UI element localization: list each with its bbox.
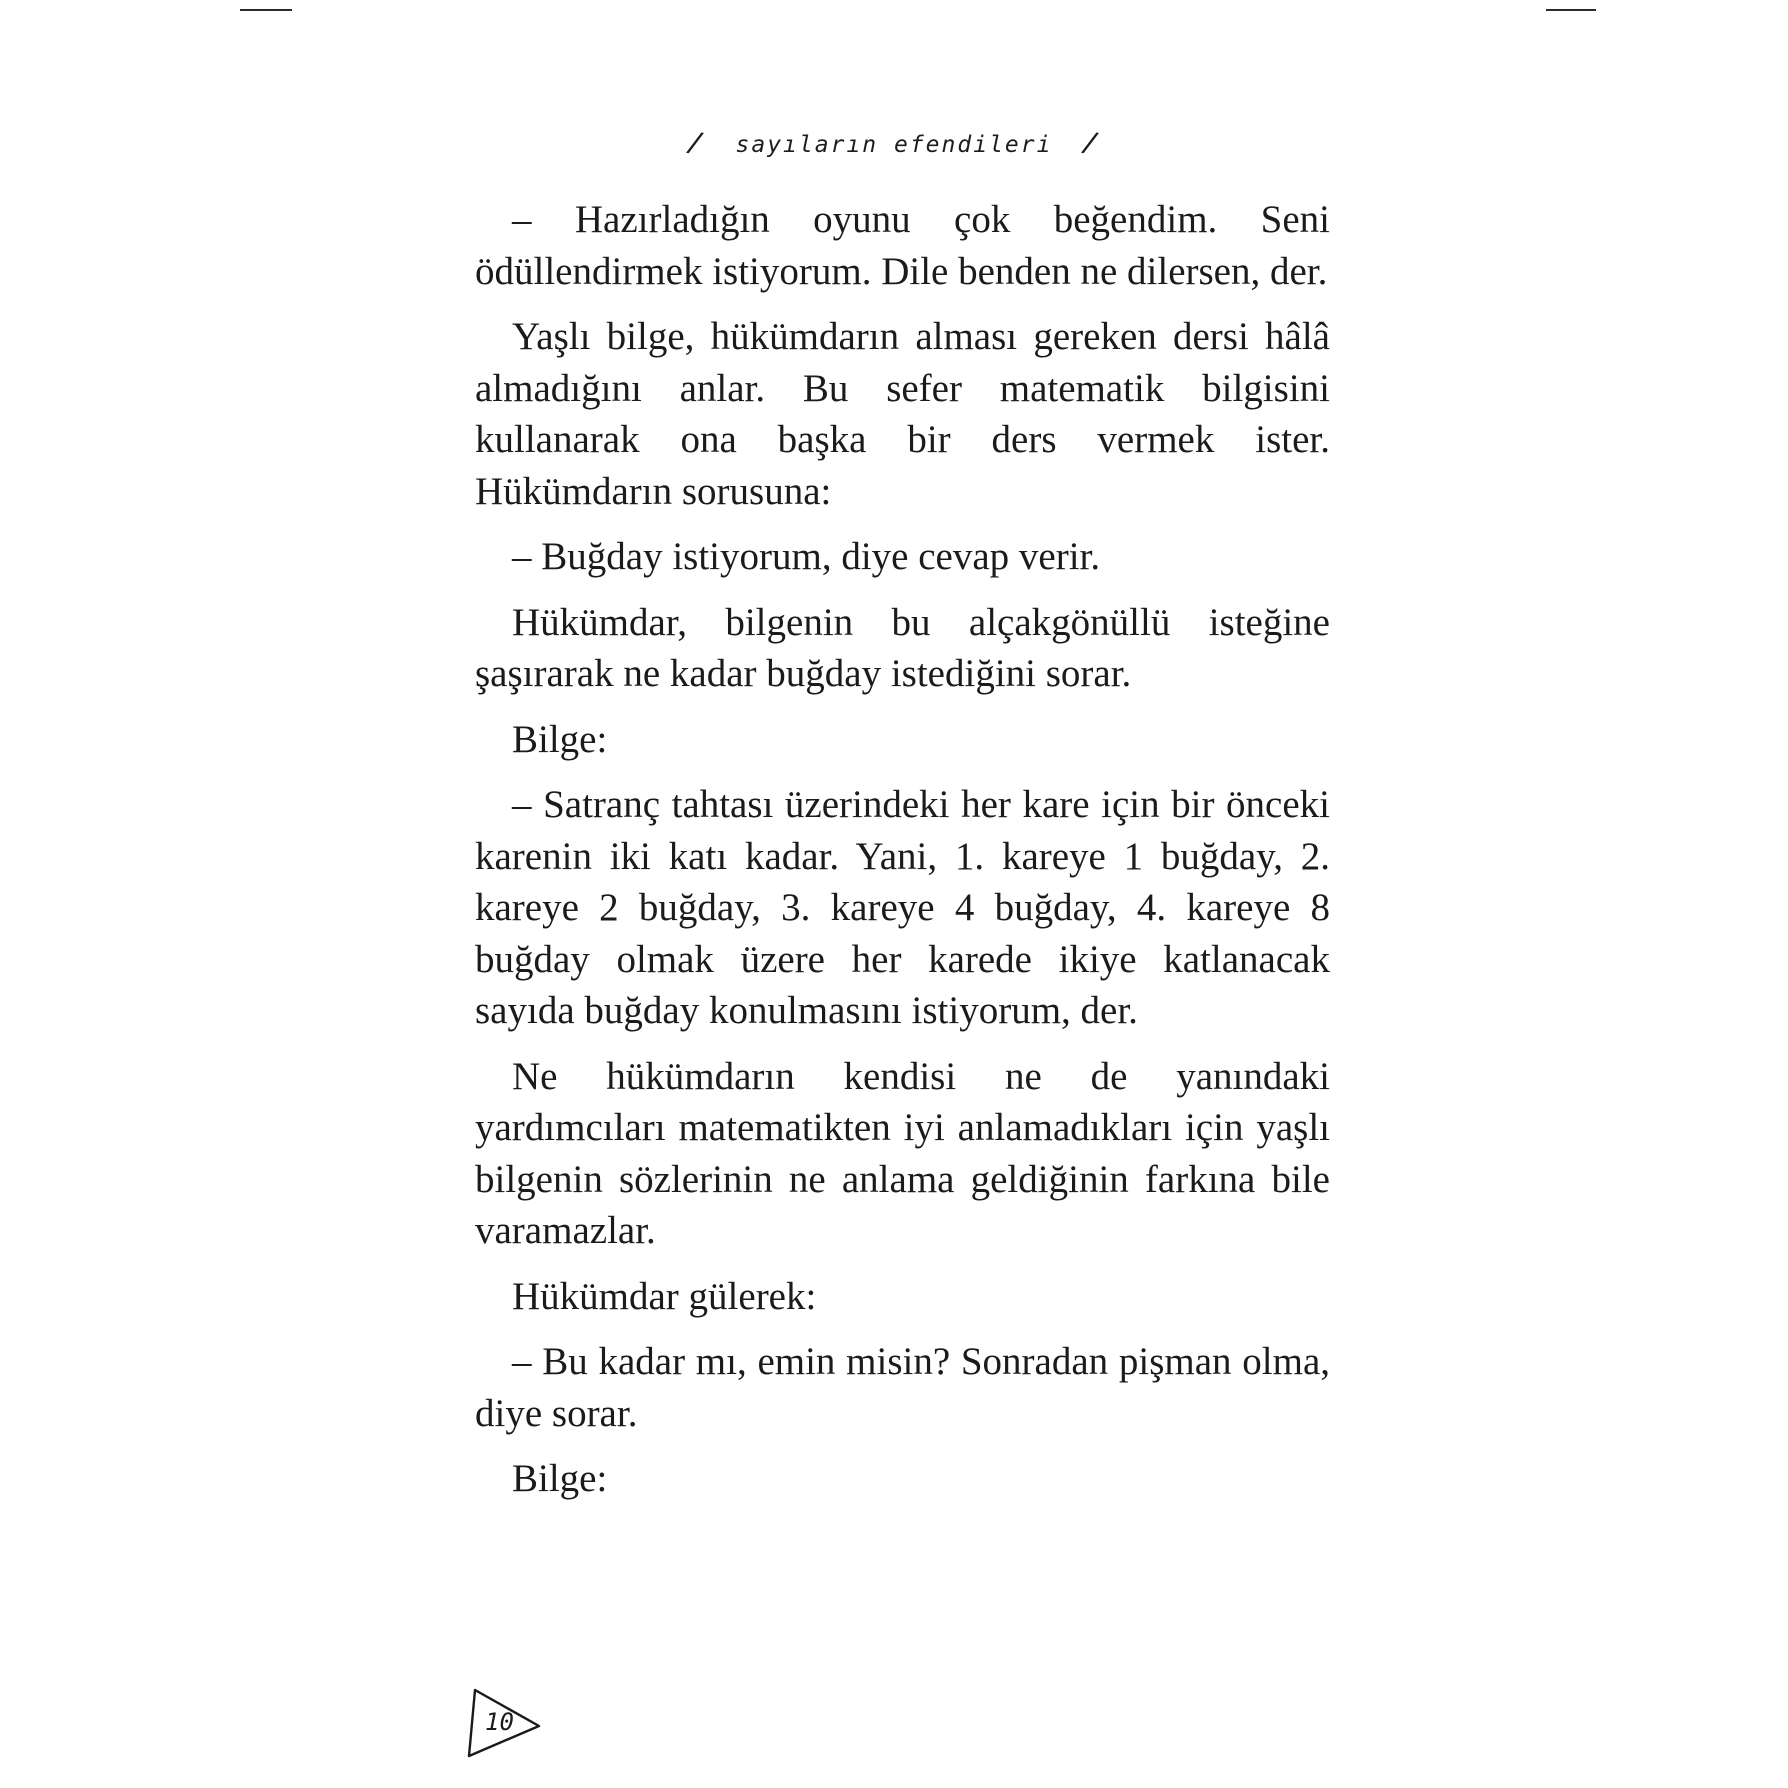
page-number-text: 10 [485, 1708, 514, 1736]
paragraph-7: Ne hükümdarın kendisi ne de yanındaki yardımcıları matematikten iyi anlamadıkları için yaşlı bilgenin sözlerinin ne anlama geldiğinin farkına bile varamazlar. [475, 1054, 1330, 1252]
paragraph-8: Hükümdar gülerek: [512, 1274, 817, 1318]
paragraph-4: Hükümdar, bilgenin bu alçakgönüllü isteğine şaşırarak ne kadar buğday istediğini sorar. [475, 600, 1330, 695]
paragraph-9: – Bu kadar mı, emin misin? Sonradan pişman olma, diye sorar. [475, 1340, 1330, 1435]
header-title: sayıların efendileri [735, 132, 1053, 158]
paragraph-1: – Hazırladığın oyunu çok beğendim. Seni ödüllendirmek istiyorum. Dile benden ne dilersen, der. [475, 198, 1330, 293]
header-right-slash: / [1079, 124, 1105, 161]
paragraph-2: Yaşlı bilge, hükümdarın alması gereken dersi hâlâ almadığını anlar. Bu sefer matematik bilgisini kullanarak ona başka bir ders vermek ister. Hükümdarın sorusuna: [475, 315, 1330, 513]
paragraph-10: Bilge: [512, 1457, 608, 1500]
body-text [475, 194, 1330, 1519]
header-left-slash: / [683, 124, 709, 161]
paragraph-6: – Satranç tahtası üzerindeki her kare için bir önceki karenin iki katı kadar. Yani, 1. kareye 1 buğday, 2. kareye 2 buğday, 3. kareye 4 buğday, 4. kareye 8 buğday olmak üzere her karede ikiye katlanacak sayıda buğday konulmasını istiyorum, der. [475, 783, 1330, 1032]
paragraph-3: – Buğday istiyorum, diye cevap verir. [512, 535, 1101, 578]
running-header [0, 126, 1788, 159]
crop-mark-right [1546, 9, 1596, 11]
page-number [465, 1686, 545, 1758]
paragraph-5: Bilge: [512, 717, 608, 761]
crop-mark-left [240, 9, 292, 11]
